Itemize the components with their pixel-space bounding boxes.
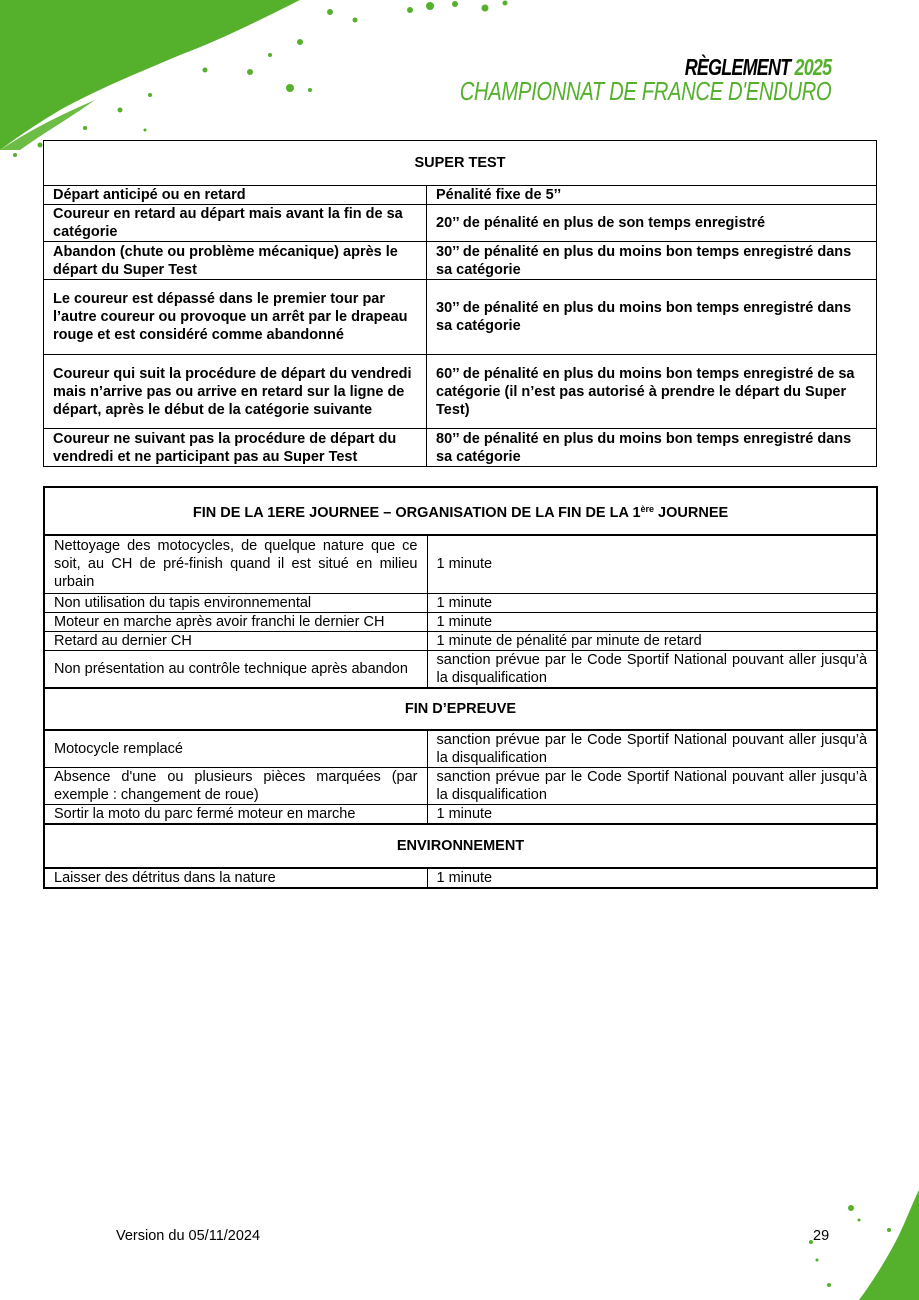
infraction-cell: Motocycle remplacé [44,730,427,768]
table-row [44,205,877,242]
infraction-cell: Départ anticipé ou en retard [44,186,427,205]
infraction-cell: Retard au dernier CH [44,631,427,650]
table-row [44,768,877,805]
super-test-table [43,140,877,467]
infraction-cell: Non utilisation du tapis environnemental [44,593,427,612]
penalty-cell: 1 minute [427,868,877,888]
table-row [44,805,877,825]
penalty-cell: 80’’ de pénalité en plus du moins bon temps enregistré dans sa catégorie [427,429,877,467]
penalty-cell: 30’’ de pénalité en plus du moins bon temps enregistré dans sa catégorie [427,242,877,280]
environment-title: ENVIRONNEMENT [44,824,877,868]
end-of-day-title: FIN DE LA 1ERE JOURNEE – ORGANISATION DE LA FIN DE LA 1ère JOURNEE [44,487,877,535]
penalty-cell: 60’’ de pénalité en plus du moins bon temps enregistré de sa catégorie (il n’est pas autorisé à prendre le départ du Super Test) [427,355,877,429]
infraction-cell: Nettoyage des motocycles, de quelque nature que ce soit, au CH de pré-finish quand il est situé en milieu urbain [44,535,427,593]
penalty-cell: 1 minute [427,535,877,593]
penalty-cell: sanction prévue par le Code Sportif National pouvant aller jusqu’à la disqualification [427,730,877,768]
penalty-cell: 1 minute [427,612,877,631]
infraction-cell: Coureur en retard au départ mais avant la fin de sa catégorie [44,205,427,242]
super-test-title: SUPER TEST [44,141,877,186]
version-date: Version du 05/11/2024 [116,1228,261,1244]
infraction-cell: Le coureur est dépassé dans le premier tour par l’autre coureur ou provoque un arrêt par le drapeau rouge et est considéré comme abandonné [44,280,427,355]
penalty-cell: 1 minute de pénalité par minute de retard [427,631,877,650]
document-header [355,54,831,106]
table-row [44,355,877,429]
table-row [44,593,877,612]
infraction-cell: Non présentation au contrôle technique après abandon [44,650,427,688]
end-of-day-table [43,486,878,889]
infraction-cell: Sortir la moto du parc fermé moteur en marche [44,805,427,825]
green-splash-decoration-bottom [749,1190,919,1300]
table-row [44,429,877,467]
table-row [44,650,877,688]
penalty-cell: 20’’ de pénalité en plus de son temps enregistré [427,205,877,242]
reglement-year: 2025 [794,54,831,80]
penalty-cell: sanction prévue par le Code Sportif National pouvant aller jusqu’à la disqualification [427,768,877,805]
page-number: 29 [813,1228,830,1244]
infraction-cell: Absence d'une ou plusieurs pièces marquées (par exemple : changement de roue) [44,768,427,805]
infraction-cell: Coureur ne suivant pas la procédure de départ du vendredi et ne participant pas au Super Test [44,429,427,467]
penalty-cell: sanction prévue par le Code Sportif National pouvant aller jusqu’à la disqualification [427,650,877,688]
table-row [44,612,877,631]
table-row [44,730,877,768]
penalty-cell: 1 minute [427,593,877,612]
infraction-cell: Abandon (chute ou problème mécanique) après le départ du Super Test [44,242,427,280]
table-row [44,868,877,888]
reglement-word: RÈGLEMENT [684,54,791,80]
penalty-cell: 1 minute [427,805,877,825]
table-row [44,631,877,650]
table-row [44,280,877,355]
infraction-cell: Coureur qui suit la procédure de départ du vendredi mais n’arrive pas ou arrive en retard sur la ligne de départ, après le début de la catégorie suivante [44,355,427,429]
end-of-event-title: FIN D’EPREUVE [44,688,877,730]
table-row [44,186,877,205]
penalty-cell: Pénalité fixe de 5’’ [427,186,877,205]
table-row [44,535,877,593]
infraction-cell: Moteur en marche après avoir franchi le dernier CH [44,612,427,631]
table-row [44,242,877,280]
infraction-cell: Laisser des détritus dans la nature [44,868,427,888]
championship-title: CHAMPIONNAT DE FRANCE D'ENDURO [459,76,831,106]
penalty-cell: 30’’ de pénalité en plus du moins bon temps enregistré dans sa catégorie [427,280,877,355]
